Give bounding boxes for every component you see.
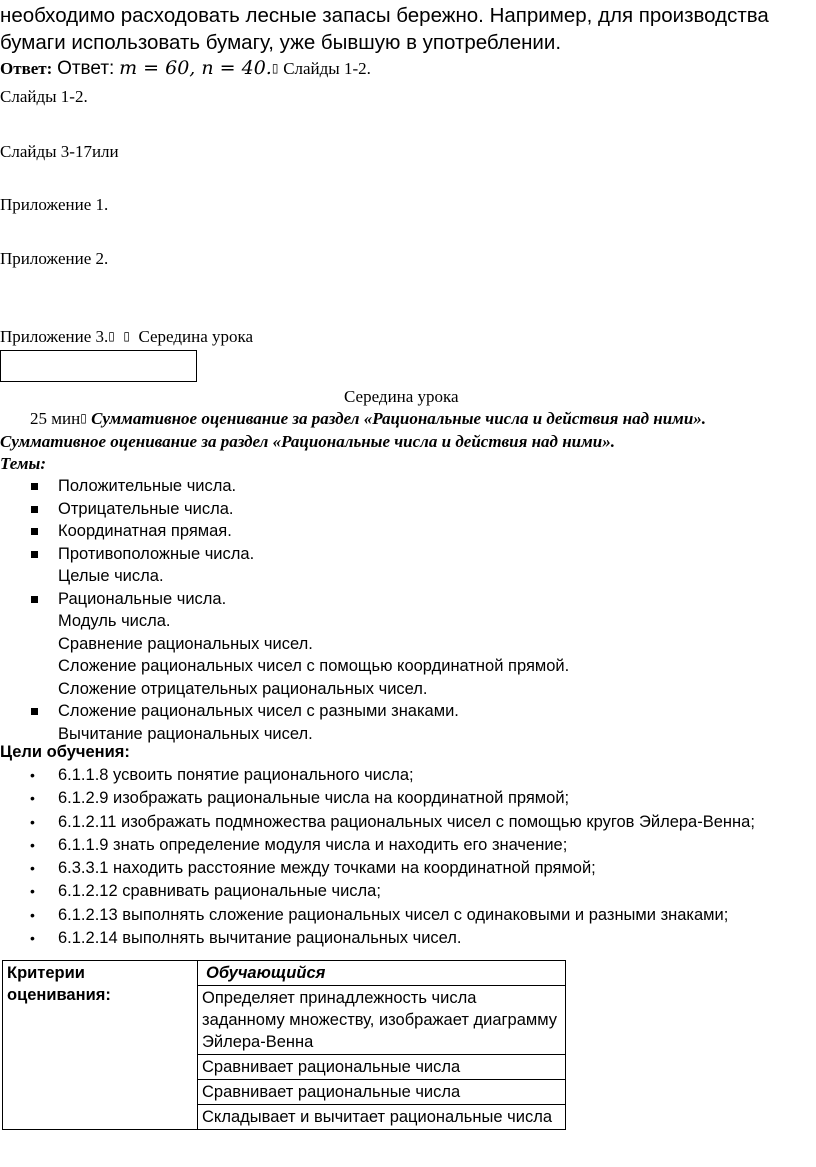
topic-item: Рациональные числа. <box>0 588 569 611</box>
bullet-icon: • <box>30 906 35 923</box>
appendix-3: Приложение 3. <box>0 327 109 346</box>
missing-glyph-icon: ▯ <box>271 61 279 75</box>
minutes: 25 мин <box>30 409 81 428</box>
goal-item: • 6.3.3.1 находить расстояние между точками на координатной прямой; <box>0 857 755 880</box>
answer-line <box>0 57 371 80</box>
answer-text: Ответ: <box>57 58 115 79</box>
topic-item: Сложение отрицательных рациональных чисел. <box>58 679 428 698</box>
answer-label: Ответ: <box>0 59 53 78</box>
topic-item: Противоположные числа. <box>0 543 569 566</box>
square-bullet-icon <box>31 506 38 513</box>
topic-item: Отрицательные числа. <box>0 498 569 521</box>
goal-item: • 6.1.1.9 знать определение модуля числа и находить его значение; <box>0 834 755 857</box>
bullet-icon: • <box>30 883 35 900</box>
topics-list <box>0 475 569 745</box>
assessment-title-1: Суммативное оценивание за раздел «Рациональные числа и действия над ними». <box>91 409 707 428</box>
goal-item: • 6.1.1.8 усвоить понятие рационального числа; <box>0 764 755 787</box>
appendix-1: Приложение 1. <box>0 195 109 214</box>
missing-glyph-icon: ▯ <box>80 411 87 425</box>
topic-item: Целые числа. <box>58 567 164 585</box>
criteria-label: Критерии оценивания: <box>3 961 198 1130</box>
square-bullet-icon <box>31 596 38 603</box>
bullet-icon: • <box>30 860 35 877</box>
criteria-cell: Складывает и вычитает рациональные числа <box>198 1105 566 1130</box>
bullet-icon: • <box>30 836 35 853</box>
assessment-title-2: Суммативное оценивание за раздел «Рациональные числа и действия над ними». <box>0 432 615 451</box>
square-bullet-icon <box>31 483 38 490</box>
slides-line-1: Слайды 1-2. <box>0 87 88 106</box>
criteria-cell: Определяет принадлежность числа заданному множеству, изображает диаграмму Эйлера-Венна <box>198 986 566 1055</box>
intro-line-2: бумаги использовать бумагу, уже бывшую в употреблении. <box>0 31 562 54</box>
square-bullet-icon <box>31 551 38 558</box>
square-bullet-icon <box>31 528 38 535</box>
slides-line-2: Слайды 3-17или <box>0 142 119 161</box>
appendix-2: Приложение 2. <box>0 249 109 268</box>
criteria-cell: Сравнивает рациональные числа <box>198 1080 566 1105</box>
assessment-line <box>30 409 706 429</box>
answer-math: m = 60, n = 40. <box>119 57 272 79</box>
topic-item: Сравнение рациональных чисел. <box>58 634 313 653</box>
square-bullet-icon <box>31 708 38 715</box>
goal-item: • 6.1.2.13 выполнять сложение рациональных чисел с одинаковыми и разными знаками; <box>0 904 755 927</box>
topics-label: Темы: <box>0 454 46 473</box>
topic-item: Вычитание рациональных чисел. <box>58 724 313 743</box>
topic-item: Сложение рациональных чисел с разными знаками. <box>0 700 569 723</box>
intro-line-1: необходимо расходовать лесные запасы бережно. Например, для производства <box>0 4 769 27</box>
goals-list <box>0 764 755 950</box>
bullet-icon: • <box>30 767 35 783</box>
appendix-3-line <box>0 327 253 347</box>
missing-glyph-icon: ▯ <box>108 329 115 343</box>
criteria-table <box>2 960 566 1130</box>
bullet-icon: • <box>30 813 35 830</box>
mid-lesson-label: Середина урока <box>138 327 254 346</box>
topic-item: Сложение рациональных чисел с помощью координатной прямой. <box>58 657 570 675</box>
topic-item: Модуль числа. <box>58 612 171 630</box>
missing-glyph-icon: ▯ <box>123 329 130 343</box>
middle-heading: Середина урока <box>344 387 459 406</box>
table-row <box>3 961 566 986</box>
goal-item: • 6.1.2.9 изображать рациональные числа на координатной прямой; <box>0 787 755 810</box>
goals-label: Цели обучения: <box>0 743 130 761</box>
criteria-cell: Сравнивает рациональные числа <box>198 1055 566 1080</box>
learner-header: Обучающийся <box>198 961 566 986</box>
topic-item: Положительные числа. <box>0 475 569 498</box>
topic-item: Координатная прямая. <box>0 520 569 543</box>
bullet-icon: • <box>30 930 35 947</box>
empty-box <box>0 350 197 382</box>
bullet-icon: • <box>30 790 35 807</box>
goal-item: • 6.1.2.11 изображать подмножества рациональных чисел с помощью кругов Эйлера-Венна; <box>0 811 755 834</box>
answer-slides: Слайды 1-2. <box>283 59 371 78</box>
goal-item: • 6.1.2.12 сравнивать рациональные числа; <box>0 880 755 903</box>
goal-item: • 6.1.2.14 выполнять вычитание рациональных чисел. <box>0 927 755 950</box>
